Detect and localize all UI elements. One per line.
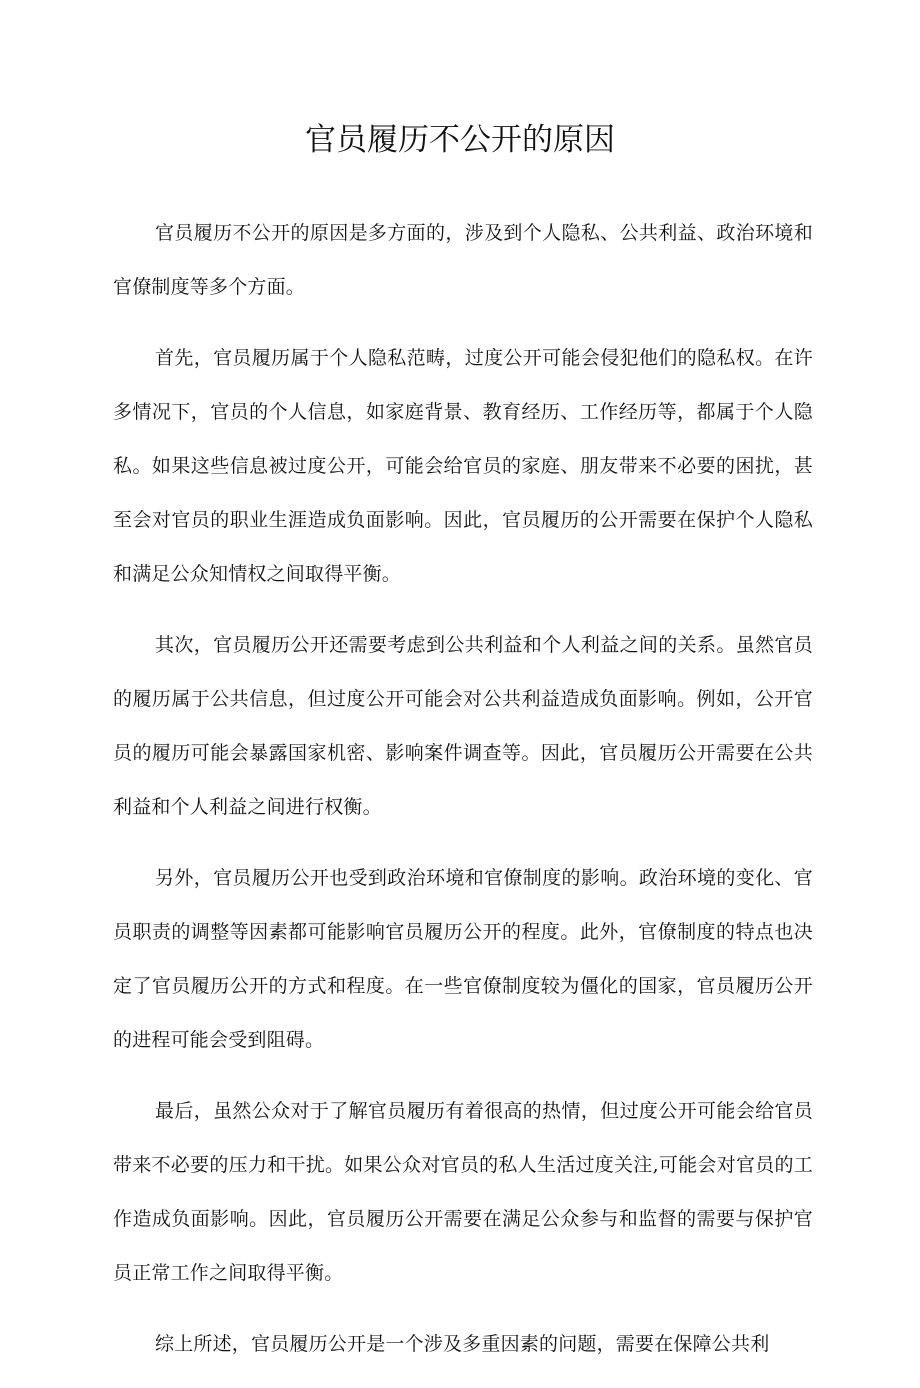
document-body (113, 206, 813, 1388)
paragraph-conclusion: 综上所述，官员履历公开是一个涉及多重因素的问题，需要在保障公共利 (155, 1333, 770, 1355)
paragraph-privacy: 首先，官员履历属于个人隐私范畴，过度公开可能会侵犯他们的隐私权。在许多情况下，官员的个人信息，如家庭背景、教育经历、工作经历等，都属于个人隐私。如果这些信息被过度公开，可能会给官员的家庭、朋友带来不必要的困扰，甚至会对官员的职业生涯造成负面影响。因此，官员履历的公开需要在保护个人隐私和满足公众知情权之间取得平衡。 (113, 347, 813, 585)
paragraph-intro: 官员履历不公开的原因是多方面的，涉及到个人隐私、公共利益、政治环境和官僚制度等多个方面。 (113, 222, 813, 298)
paragraph-public-interest: 其次，官员履历公开还需要考虑到公共利益和个人利益之间的关系。虽然官员的履历属于公共信息，但过度公开可能会对公共利益造成负面影响。例如，公开官员的履历可能会暴露国家机密、影响案件调查等。因此，官员履历公开需要在公共利益和个人利益之间进行权衡。 (113, 634, 813, 818)
paragraph-public-pressure: 最后，虽然公众对于了解官员履历有着很高的热情，但过度公开可能会给官员带来不必要的压力和干扰。如果公众对官员的私人生活过度关注,可能会对官员的工作造成负面影响。因此，官员履历公开需要在满足公众参与和监督的需要与保护官员正常工作之间取得平衡。 (113, 1100, 813, 1284)
paragraph-political-environment: 另外，官员履历公开也受到政治环境和官僚制度的影响。政治环境的变化、官员职责的调整等因素都可能影响官员履历公开的程度。此外，官僚制度的特点也决定了官员履历公开的方式和程度。在一些官僚制度较为僵化的国家，官员履历公开的进程可能会受到阻碍。 (113, 867, 813, 1051)
page-title: 官员履历不公开的原因 (305, 122, 615, 158)
